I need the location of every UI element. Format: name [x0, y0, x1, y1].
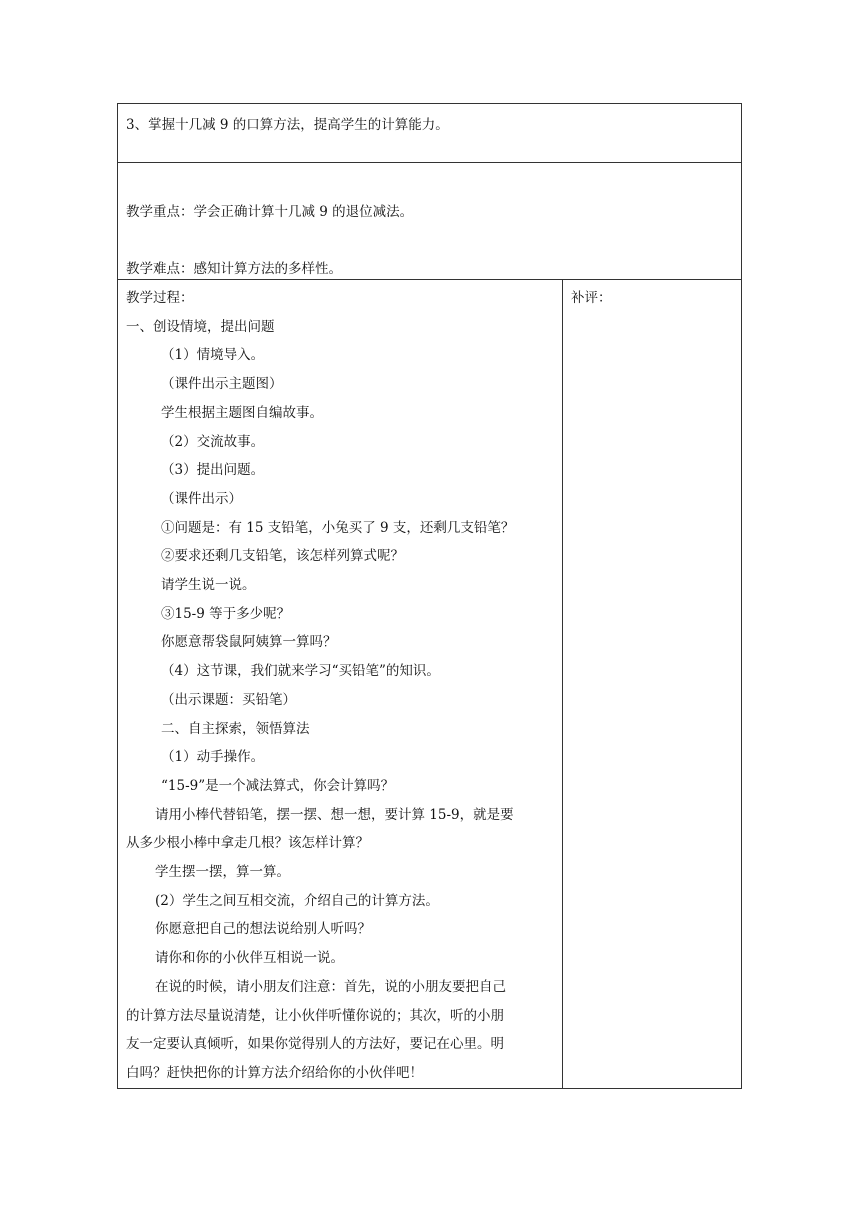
process-line: 请学生说一说。 — [161, 577, 256, 593]
process-line: 请你和你的小伙伴互相说一说。 — [155, 950, 344, 966]
teaching-process-row — [117, 279, 742, 1089]
process-line: 你愿意帮袋鼠阿姨算一算吗？ — [161, 634, 337, 650]
process-line: 的计算方法尽量说清楚，让小伙伴听懂你说的；其次，听的小朋 — [126, 1008, 504, 1024]
objective-line: 3、掌握十几减 9 的口算方法，提高学生的计算能力。 — [126, 117, 449, 133]
process-line: 学生根据主题图自编故事。 — [161, 405, 323, 421]
process-line: 学生摆一摆，算一算。 — [155, 864, 290, 880]
process-line: (2）学生之间互相交流，介绍自己的计算方法。 — [155, 893, 439, 909]
process-line: （课件出示主题图） — [161, 376, 283, 392]
column-divider — [562, 279, 563, 1089]
process-line: （1）动手操作。 — [161, 749, 265, 765]
process-line: “15-9”是一个减法算式，你会计算吗？ — [161, 778, 395, 794]
process-line: 一、创设情境，提出问题 — [126, 319, 275, 335]
process-line: （课件出示） — [161, 491, 242, 507]
process-line: 请用小棒代替铅笔，摆一摆、想一想，要计算 15-9，就是要 — [155, 807, 514, 823]
process-line: 在说的时候，请小朋友们注意：首先，说的小朋友要把自己 — [155, 979, 506, 995]
process-line: 你愿意把自己的想法说给别人听吗？ — [155, 921, 371, 937]
difficulty-line: 教学难点：感知计算方法的多样性。 — [126, 261, 342, 277]
process-line: （2）交流故事。 — [161, 434, 265, 450]
process-line: ③15-9 等于多少呢？ — [161, 606, 291, 622]
process-line: 友一定要认真倾听，如果你觉得别人的方法好，要记在心里。明 — [126, 1036, 504, 1052]
key-point-line: 教学重点：学会正确计算十几减 9 的退位减法。 — [126, 204, 414, 220]
process-line: ②要求还剩几支铅笔，该怎样列算式呢？ — [161, 548, 404, 564]
process-line: 教学过程： — [126, 290, 194, 306]
process-line: ①问题是：有 15 支铅笔，小兔买了 9 支，还剩几支铅笔？ — [161, 520, 515, 536]
process-line: （1）情境导入。 — [161, 347, 265, 363]
process-line: 从多少根小棒中拿走几根？该怎样计算？ — [126, 835, 369, 851]
process-line: （出示课题：买铅笔） — [161, 692, 296, 708]
process-line: （3）提出问题。 — [161, 462, 265, 478]
process-line: 白吗？赶快把你的计算方法介绍给你的小伙伴吧！ — [126, 1065, 423, 1081]
process-line: （4）这节课，我们就来学习“买铅笔”的知识。 — [161, 663, 440, 679]
comment-label: 补评： — [571, 290, 612, 306]
process-line: 二、自主探索，领悟算法 — [161, 721, 310, 737]
